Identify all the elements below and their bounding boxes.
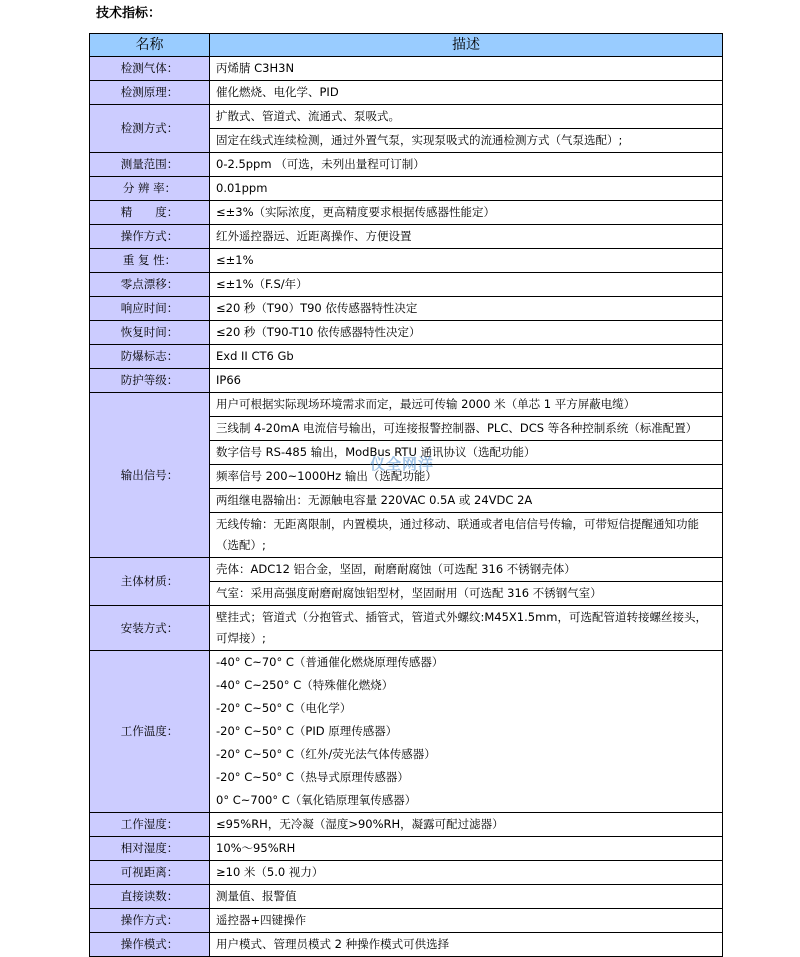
spec-value: 三线制 4-20mA 电流信号输出，可连接报警控制器、PLC、DCS 等各种控制系统（标准配置） [210,417,723,441]
spec-value: ≥10 米（5.0 视力） [210,861,723,885]
spec-value: 催化燃烧、电化学、PID [210,81,723,105]
spec-value: ≤±1%（F.S/年） [210,273,723,297]
table-row [90,606,723,651]
table-row [90,837,723,861]
spec-value: 红外遥控器远、近距离操作、方便设置 [210,225,723,249]
spec-value: 壁挂式；管道式（分抱管式、插管式，管道式外螺纹:M45X1.5mm，可选配管道转接螺丝接头，可焊接）; [210,606,723,651]
table-row [90,249,723,273]
table-row [90,885,723,909]
spec-value: ≤±3%（实际浓度，更高精度要求根据传感器性能定） [210,201,723,225]
spec-value: 用户可根据实际现场环境需求而定，最远可传输 2000 米（单芯 1 平方屏蔽电缆） [210,393,723,417]
table-row [90,321,723,345]
spec-label: 防护等级： [90,369,210,393]
column-header-description: 描述 [210,34,723,57]
table-row [90,57,723,81]
spec-value-line: -20° C~50° C（PID 原理传感器） [216,724,398,738]
spec-value: 用户模式、管理员模式 2 种操作模式可供选择 [210,933,723,957]
spec-value: Exd II CT6 Gb [210,345,723,369]
table-row [90,201,723,225]
spec-value: 固定在线式连续检测，通过外置气泵，实现泵吸式的流通检测方式（气泵选配）; [210,129,723,153]
spec-label: 安装方式： [90,606,210,651]
table-row [90,813,723,837]
spec-value: 无线传输：无距离限制，内置模块，通过移动、联通或者电信信号传输，可带短信提醒通知功能（选配）; [210,513,723,558]
spec-label: 精 度： [90,201,210,225]
spec-label: 重 复 性： [90,249,210,273]
spec-value: 0-2.5ppm （可选，未列出量程可订制） [210,153,723,177]
column-header-name: 名称 [90,34,210,57]
spec-value: ≤20 秒（T90）T90 依传感器特性决定 [210,297,723,321]
spec-label: 恢复时间： [90,321,210,345]
spec-value: 壳体：ADC12 铝合金，坚固，耐磨耐腐蚀（可选配 316 不锈钢壳体） [210,558,723,582]
spec-label: 操作方式： [90,225,210,249]
spec-label: 操作模式： [90,933,210,957]
spec-label: 响应时间： [90,297,210,321]
table-row [90,369,723,393]
spec-label: 直接读数： [90,885,210,909]
spec-value-line: -20° C~50° C（电化学） [216,701,352,715]
spec-value: 丙烯腈 C3H3N [210,57,723,81]
spec-value: IP66 [210,369,723,393]
spec-label: 测量范围： [90,153,210,177]
spec-value: 扩散式、管道式、流通式、泵吸式。 [210,105,723,129]
spec-label: 检测气体： [90,57,210,81]
spec-label: 主体材质： [90,558,210,606]
spec-table [89,33,723,957]
spec-label: 零点漂移： [90,273,210,297]
table-row [90,861,723,885]
watermark: 仪全网洋 [370,455,435,473]
spec-value: 数字信号 RS-485 输出，ModBus RTU 通讯协议（选配功能） [210,441,723,465]
spec-value-line: 0° C~700° C（氧化锆原理氧传感器） [216,793,417,807]
table-row [90,933,723,957]
spec-label: 检测原理： [90,81,210,105]
section-heading: 技术指标： [96,6,162,21]
spec-value [210,651,723,813]
table-row [90,297,723,321]
spec-value-line: -40° C~70° C（普通催化燃烧原理传感器） [216,655,444,669]
table-row [90,345,723,369]
table-row [90,177,723,201]
table-row [90,225,723,249]
spec-label: 分 辨 率： [90,177,210,201]
spec-value-line: -20° C~50° C（红外/荧光法气体传感器） [216,747,436,761]
spec-value-line: -20° C~50° C（热导式原理传感器） [216,770,409,784]
spec-value: ≤±1% [210,249,723,273]
spec-label: 工作湿度： [90,813,210,837]
spec-value: ≤95%RH，无冷凝（湿度>90%RH，凝露可配过滤器） [210,813,723,837]
spec-label: 防爆标志： [90,345,210,369]
spec-label: 可视距离： [90,861,210,885]
spec-value: 频率信号 200~1000Hz 输出（选配功能） [210,465,723,489]
spec-value: 10%～95%RH [210,837,723,861]
table-row [90,81,723,105]
spec-value: 遥控器+四键操作 [210,909,723,933]
table-row [90,393,723,417]
spec-value: 气室：采用高强度耐磨耐腐蚀铝型材，坚固耐用（可选配 316 不锈钢气室） [210,582,723,606]
spec-table-body [90,57,723,957]
table-row [90,105,723,129]
spec-value-line: -40° C~250° C（特殊催化燃烧） [216,678,394,692]
table-row [90,651,723,813]
table-header-row [90,34,723,57]
spec-value: 0.01ppm [210,177,723,201]
table-row [90,909,723,933]
spec-label: 相对湿度： [90,837,210,861]
table-row [90,273,723,297]
spec-value: 两组继电器输出：无源触电容量 220VAC 0.5A 或 24VDC 2A [210,489,723,513]
spec-label: 输出信号： [90,393,210,558]
spec-value: 测量值、报警值 [210,885,723,909]
table-row [90,558,723,582]
spec-label: 操作方式： [90,909,210,933]
spec-label: 检测方式： [90,105,210,153]
spec-label: 工作温度： [90,651,210,813]
spec-value: ≤20 秒（T90-T10 依传感器特性决定） [210,321,723,345]
table-row [90,153,723,177]
